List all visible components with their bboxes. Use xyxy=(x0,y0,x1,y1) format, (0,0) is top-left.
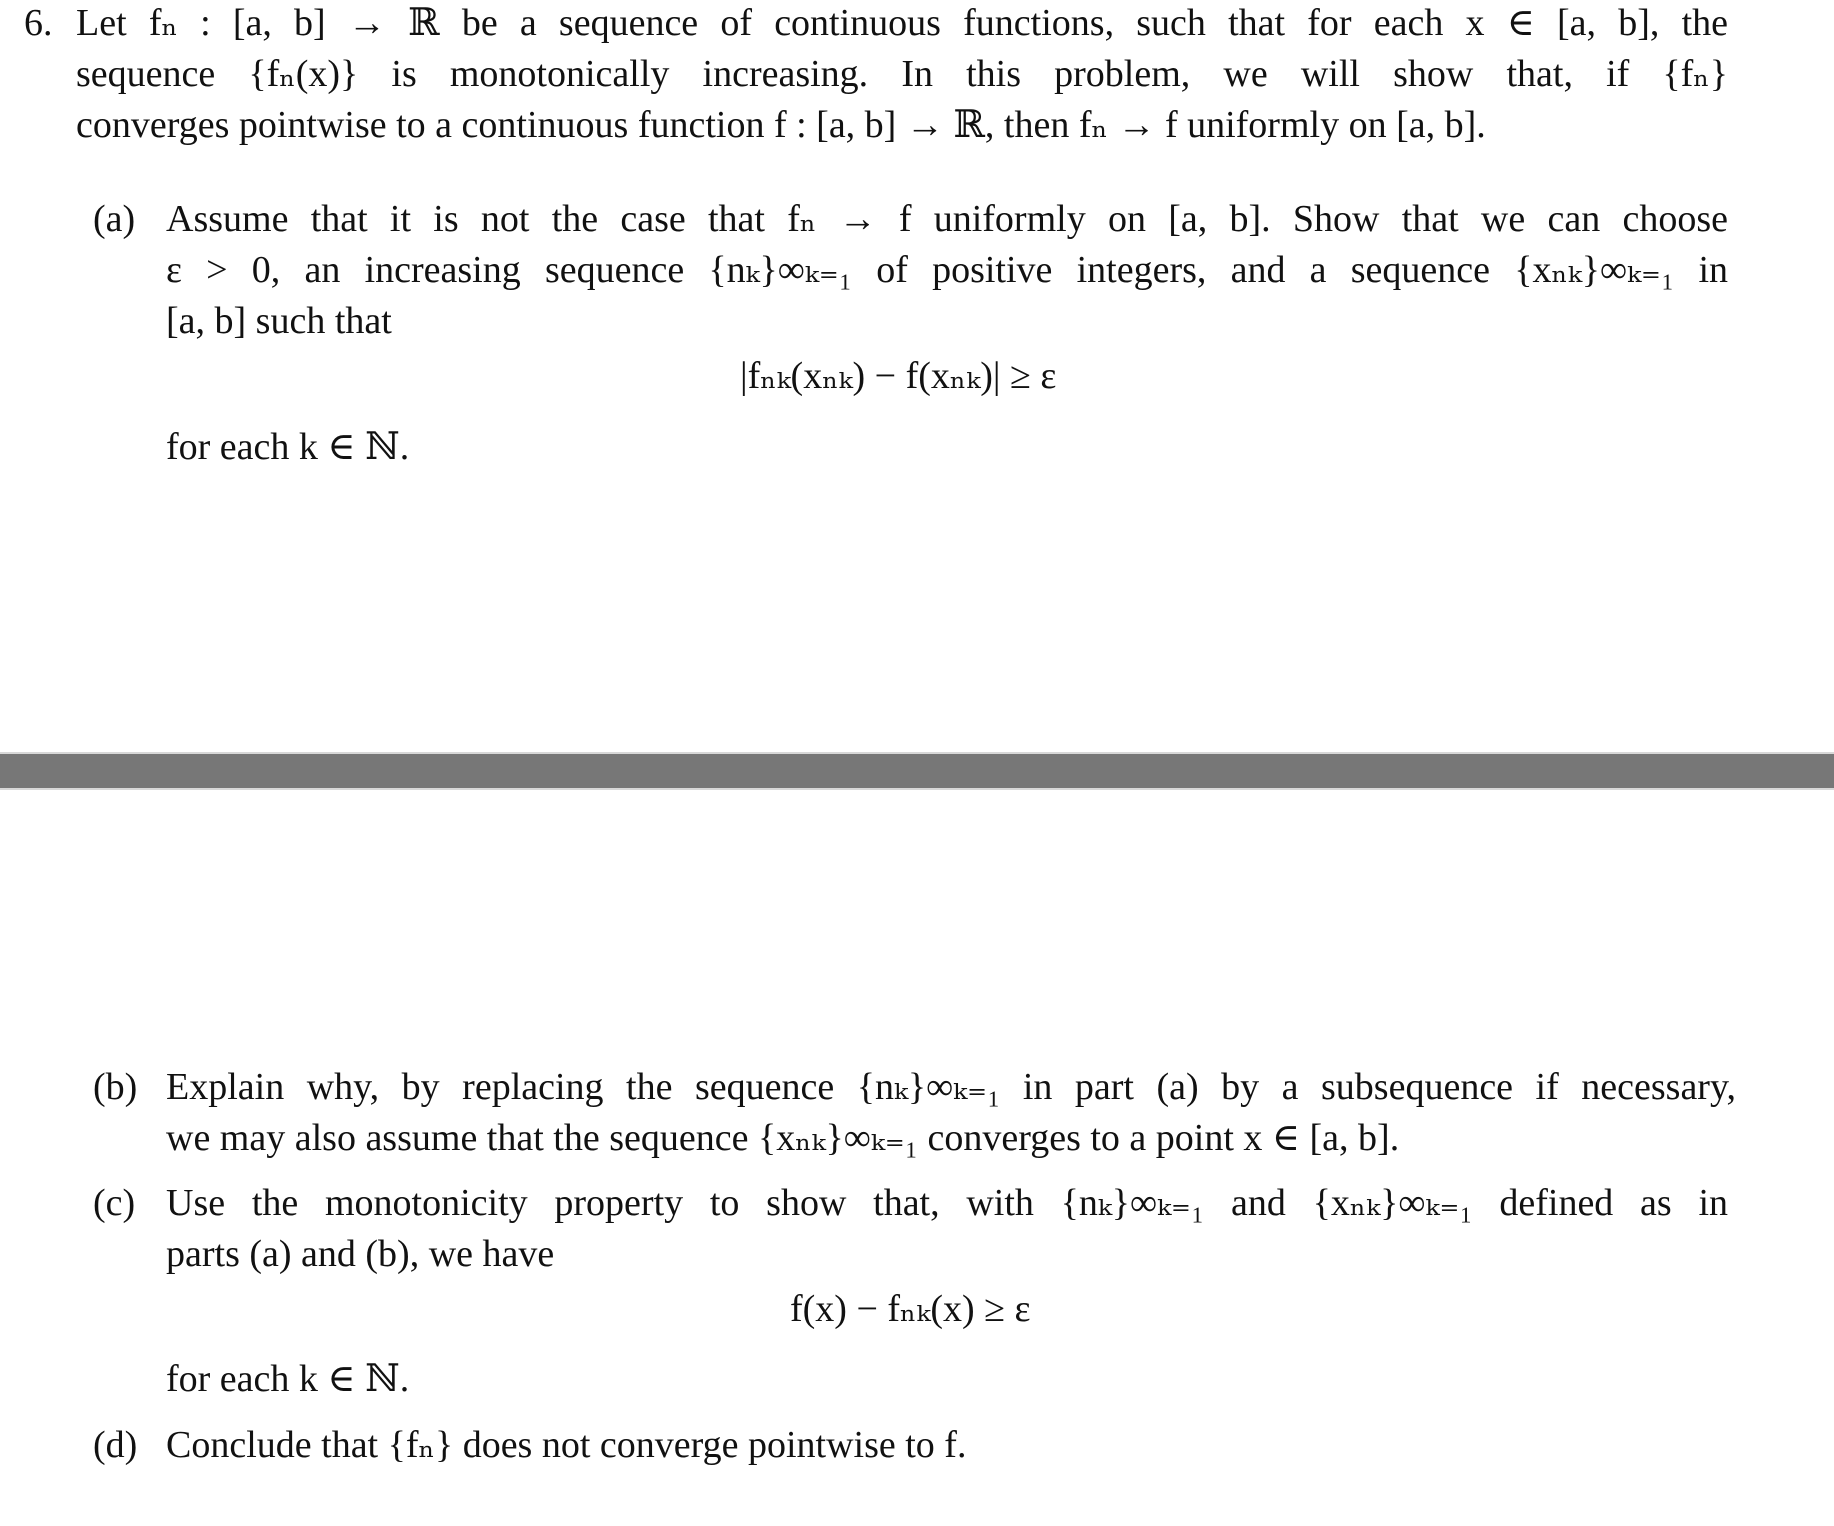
part-d-label: (d) xyxy=(93,1424,138,1466)
part-c-label: (c) xyxy=(93,1182,136,1224)
part-c-line-3: for each k ∈ ℕ. xyxy=(166,1358,410,1400)
part-a-line-3: [a, b] such that xyxy=(166,300,392,342)
part-a-label: (a) xyxy=(93,198,136,240)
problem-number: 6. xyxy=(24,2,53,44)
part-c-equation: f(x) − fₙₖ(x) ≥ ε xyxy=(790,1288,1031,1330)
page-separator xyxy=(0,752,1834,790)
part-a-line-2: ε > 0, an increasing sequence {nₖ}∞ₖ₌₁ of positive integers, and a sequence {xₙₖ}∞ₖ₌₁ in xyxy=(166,249,1728,291)
part-d-line-1: Conclude that {fₙ} does not converge pointwise to f. xyxy=(166,1424,967,1466)
part-c-line-2: parts (a) and (b), we have xyxy=(166,1233,555,1275)
part-b-label: (b) xyxy=(93,1066,138,1108)
problem-intro-line-2: sequence {fₙ(x)} is monotonically increasing. In this problem, we will show that, if {fₙ} xyxy=(76,53,1728,95)
part-c-line-1: Use the monotonicity property to show that, with {nₖ}∞ₖ₌₁ and {xₙₖ}∞ₖ₌₁ defined as in xyxy=(166,1182,1728,1224)
problem-intro-line-1: Let fₙ : [a, b] → ℝ be a sequence of continuous functions, such that for each x ∈ [a, b], the xyxy=(76,2,1728,44)
part-b-line-2: we may also assume that the sequence {xₙₖ}∞ₖ₌₁ converges to a point x ∈ [a, b]. xyxy=(166,1117,1400,1159)
part-a-line-4: for each k ∈ ℕ. xyxy=(166,426,410,468)
problem-intro-line-3: converges pointwise to a continuous function f : [a, b] → ℝ, then fₙ → f uniformly on [a, b]. xyxy=(76,104,1486,146)
part-a-line-1: Assume that it is not the case that fₙ → f uniformly on [a, b]. Show that we can choose xyxy=(166,198,1728,240)
part-b-line-1: Explain why, by replacing the sequence {nₖ}∞ₖ₌₁ in part (a) by a subsequence if necessary, xyxy=(166,1066,1736,1108)
part-a-equation: |fₙₖ(xₙₖ) − f(xₙₖ)| ≥ ε xyxy=(740,355,1057,397)
